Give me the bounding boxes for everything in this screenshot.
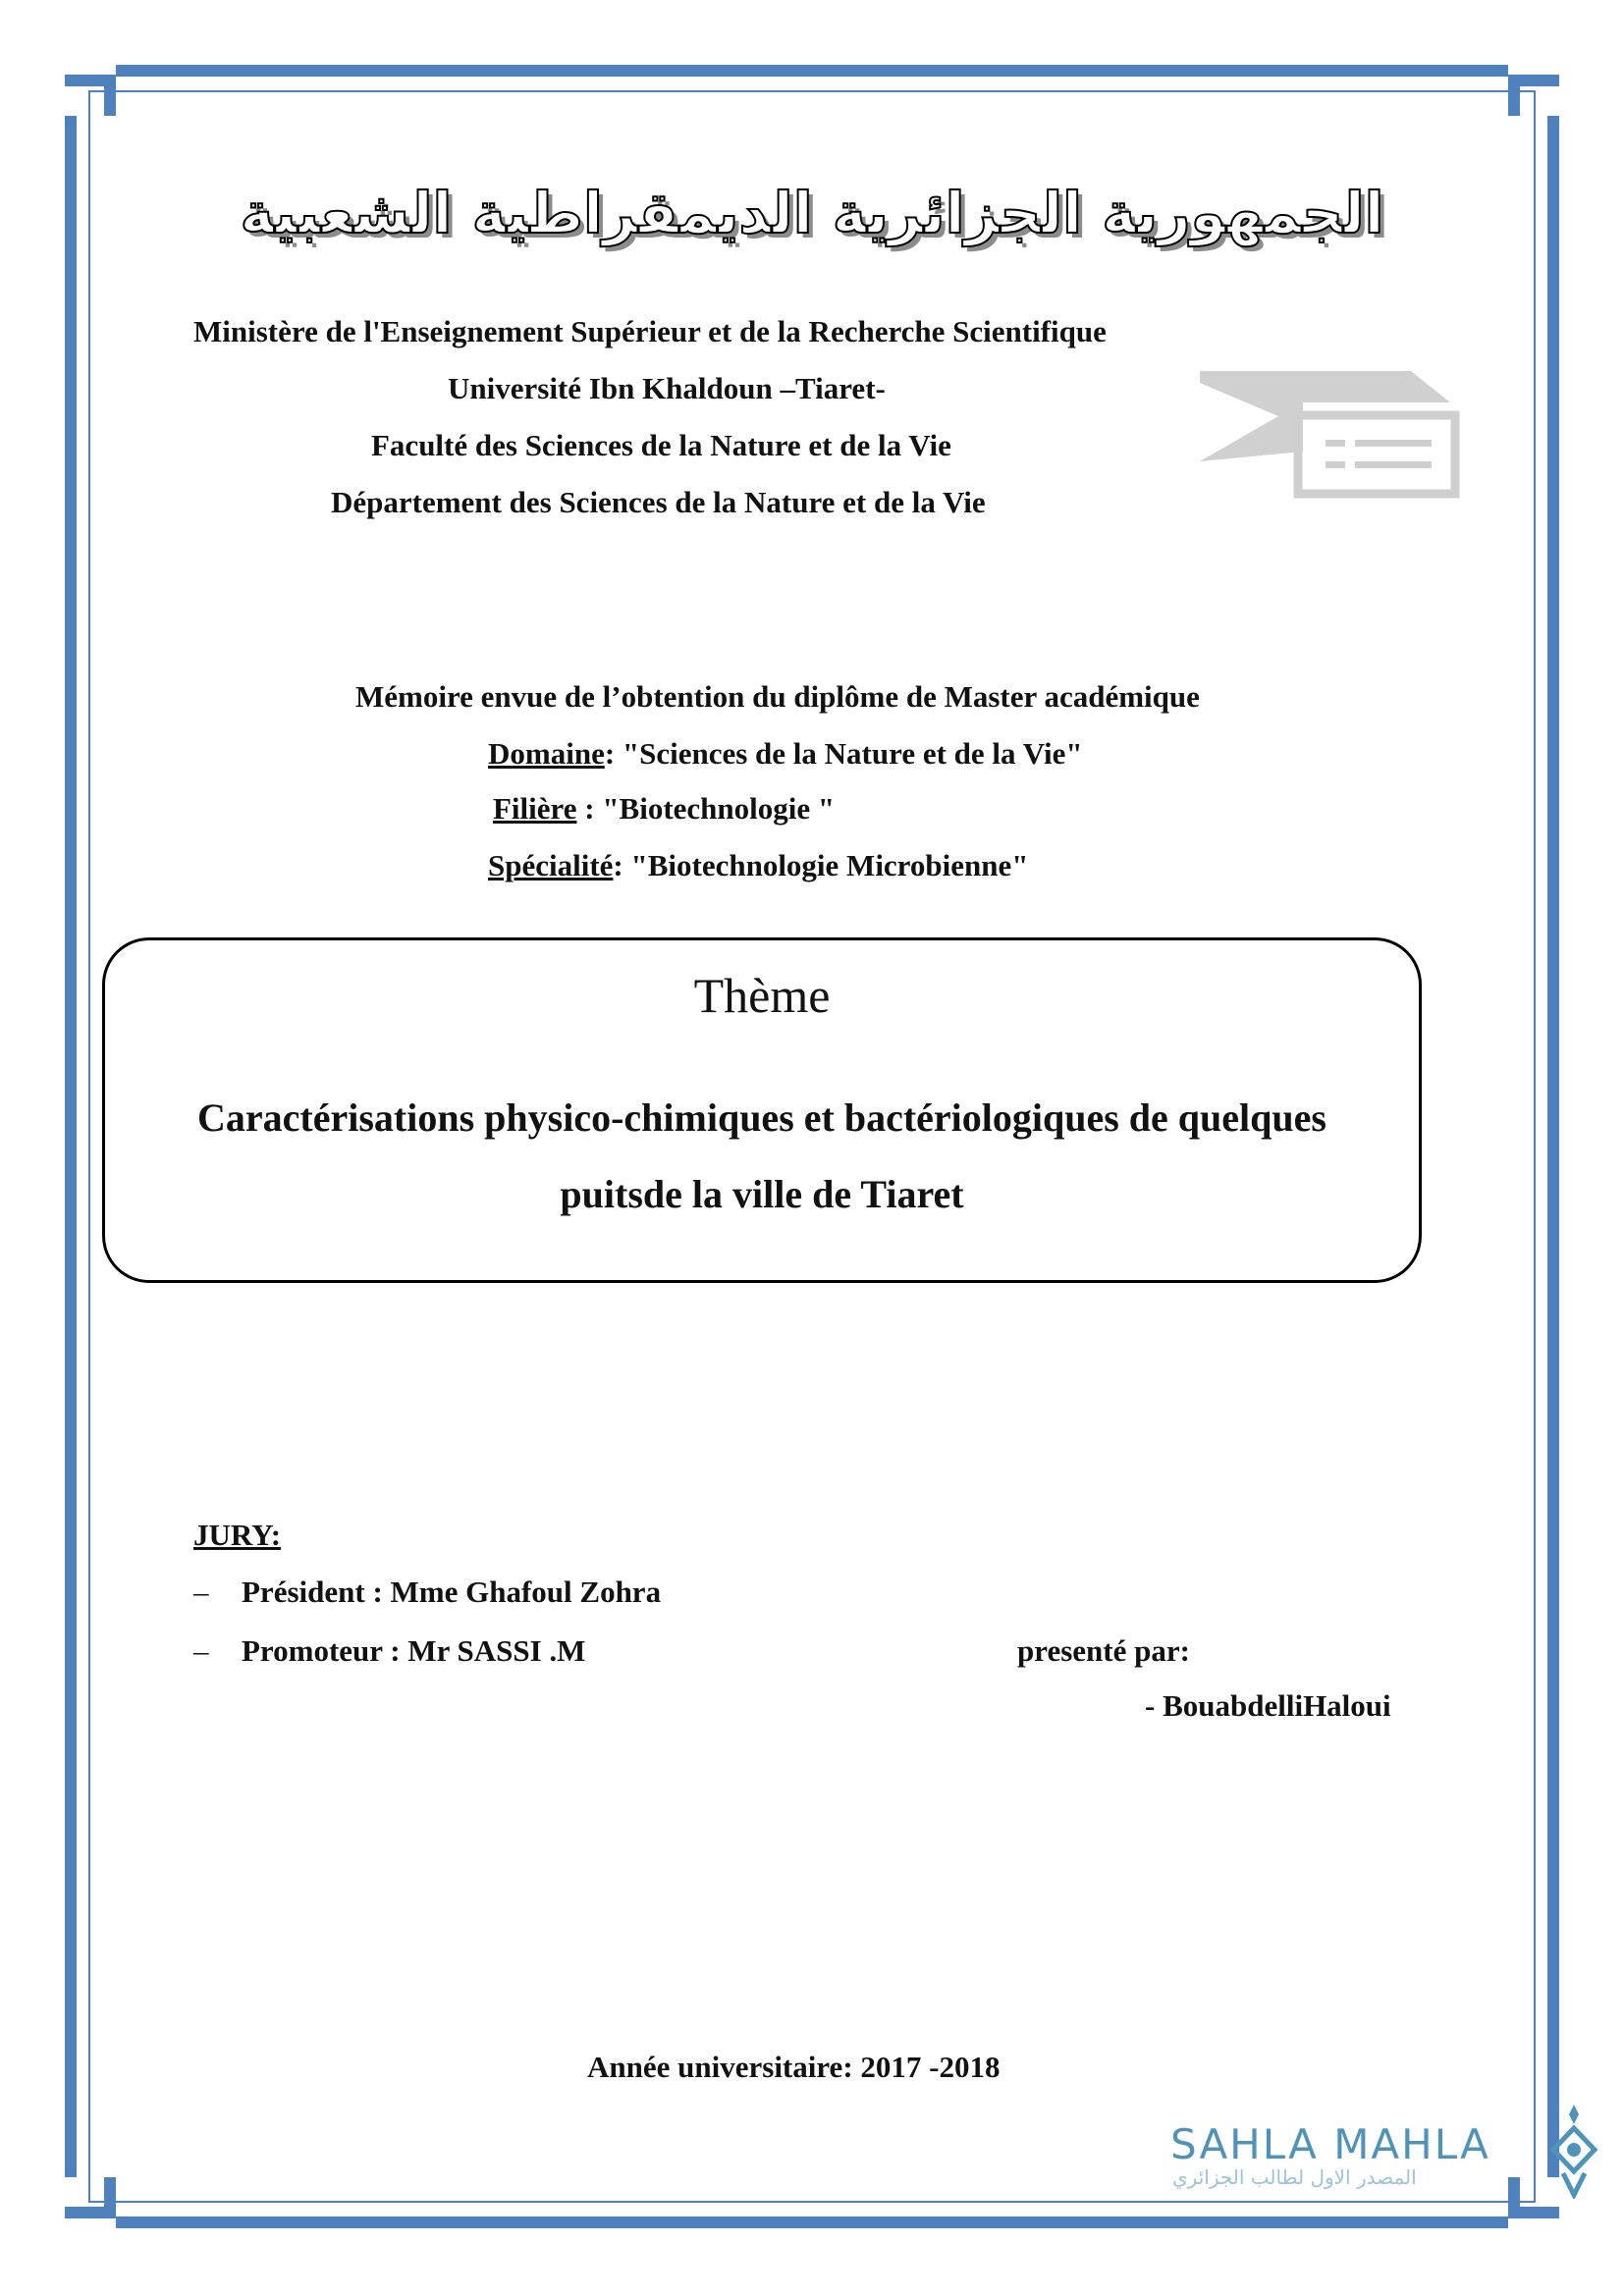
watermark-tagline: المصدر الاول لطالب الجزائري <box>1172 2165 1417 2189</box>
field-line <box>493 791 835 827</box>
jury-bullet-2: – <box>193 1633 209 1668</box>
field-label: Filière <box>493 791 577 826</box>
university-logo-icon <box>1200 371 1465 499</box>
domain-value: : "Sciences de la Nature et de la Vie" <box>604 736 1083 771</box>
presented-by-label: presenté par: <box>1017 1633 1190 1668</box>
department-line: Département des Sciences de la Nature et de la Vie <box>331 485 986 519</box>
jury-bullet-1: – <box>193 1575 209 1609</box>
thesis-title-line-2: puitsde la ville de Tiaret <box>560 1172 964 1216</box>
ministry-line: Ministère de l'Enseignement Supérieur et de la Recherche Scientifique <box>193 314 1107 348</box>
academic-year: Année universitaire: 2017 -2018 <box>587 2050 1001 2084</box>
memoir-intro: Mémoire envue de l’obtention du diplôme de Master académique <box>355 679 1200 714</box>
jury-heading: JURY: <box>193 1518 282 1552</box>
specialty-line <box>488 848 1028 883</box>
faculty-line: Faculté des Sciences de la Nature et de la Vie <box>371 428 951 462</box>
theme-label: Thème <box>693 968 831 1023</box>
field-value: : "Biotechnologie " <box>576 791 836 826</box>
thesis-title <box>102 1080 1422 1233</box>
thesis-title-line-1: Caractérisations physico-chimiques et bactériologiques de quelques <box>197 1095 1326 1140</box>
university-line: Université Ibn Khaldoun –Tiaret- <box>448 371 886 405</box>
specialty-label: Spécialité <box>488 848 614 882</box>
watermark-brand: SAHLA MAHLA <box>1170 2120 1490 2168</box>
watermark-logo-icon <box>1543 2101 1604 2199</box>
arabic-republic-title: الجمهورية الجزائرية الديمقراطية الشعبية <box>240 180 1384 246</box>
student-name: - BouabdelliHaloui <box>1145 1688 1391 1723</box>
jury-president: Président : Mme Ghafoul Zohra <box>242 1575 662 1609</box>
specialty-value: : "Biotechnologie Microbienne" <box>613 848 1029 882</box>
jury-promoter: Promoteur : Mr SASSI .M <box>242 1633 586 1668</box>
domain-label: Domaine <box>488 736 605 771</box>
domain-line <box>488 736 1083 772</box>
